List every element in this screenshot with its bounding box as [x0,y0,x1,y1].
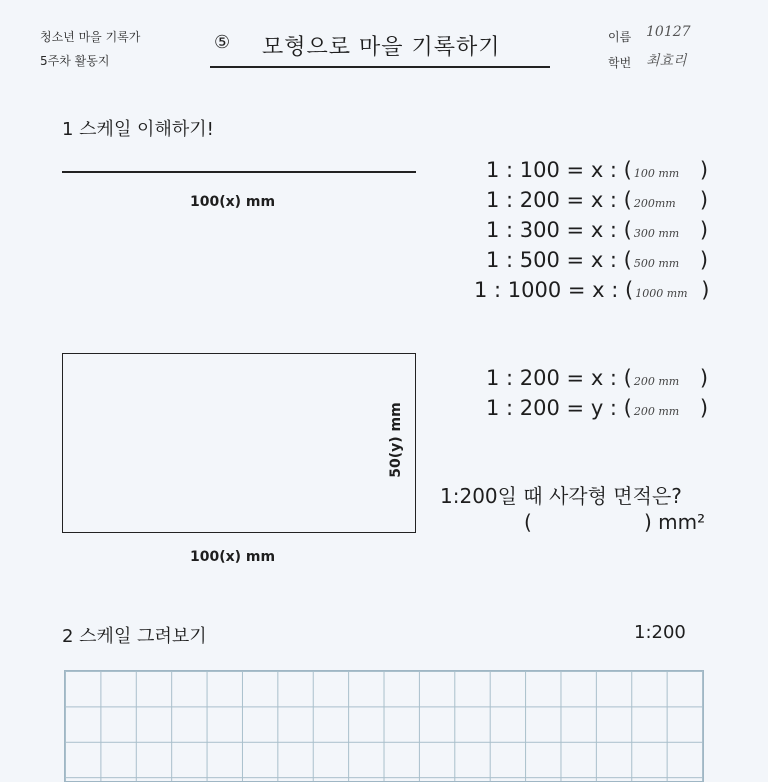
ratio-answer: 100 mm [633,167,680,180]
ratio-close: ) [699,188,709,212]
rect-height-label: 50(y) mm [388,402,404,478]
ratio-close: ) [699,248,709,272]
ratio-close: ) [699,396,709,420]
ratio-text: 1 : 100 = x : ( [486,158,632,182]
ratio-list [474,158,709,308]
ratio-close: ) [699,366,709,390]
name-value: 10127 [646,24,691,40]
name-label: 이름 [608,30,632,44]
ratio-row [474,188,709,218]
area-open-paren: ( [524,510,532,534]
page-title: 모형으로 마을 기록하기 [262,35,501,60]
ratio-close: ) [701,278,710,302]
ratio-answer: 300 mm [633,227,680,240]
ratio-close: ) [699,158,709,182]
worksheet-number: ⑤ [214,32,232,53]
ratio-row [474,218,709,248]
ratio-row [486,396,708,426]
section1-heading: 1 스케일 이해하기! [62,119,214,140]
area-question: 1:200일 때 사각형 면적은? [440,484,682,508]
student-label: 학번 [608,56,632,70]
ratio-answer: 200 mm [633,375,680,388]
line-length-label: 100(x) mm [190,194,276,210]
area-unit: ) mm² [644,510,706,534]
ratio-answer: 500 mm [633,257,680,270]
scale-ratio: 1:200 [634,622,686,643]
ratio-text: 1 : 200 = x : ( [486,366,632,390]
student-value: 최효리 [646,53,687,69]
ratio-text: 1 : 500 = x : ( [486,248,632,272]
drawing-grid [64,670,704,782]
ratio-text: 1 : 1000 = x : ( [474,278,634,302]
ratio-row [474,248,709,278]
week-label: 5주차 활동지 [40,54,110,68]
ratio-answer: 200 mm [633,405,680,418]
rect-width-label: 100(x) mm [190,549,276,565]
ratio-list-2 [486,366,708,426]
scale-line [62,171,416,173]
ratio-answer: 1000 mm [635,287,688,300]
ratio-row [474,278,709,308]
ratio-row [486,366,708,396]
scale-rectangle [62,353,416,533]
section2-heading: 2 스케일 그려보기 [62,626,207,647]
title-underline [210,66,550,68]
ratio-close: ) [699,218,709,242]
ratio-text: 1 : 200 = x : ( [486,188,632,212]
ratio-row [474,158,709,188]
program-label: 청소년 마을 기록가 [40,30,141,44]
ratio-text: 1 : 200 = y : ( [486,396,632,420]
ratio-text: 1 : 300 = x : ( [486,218,632,242]
ratio-answer: 200mm [633,197,676,210]
